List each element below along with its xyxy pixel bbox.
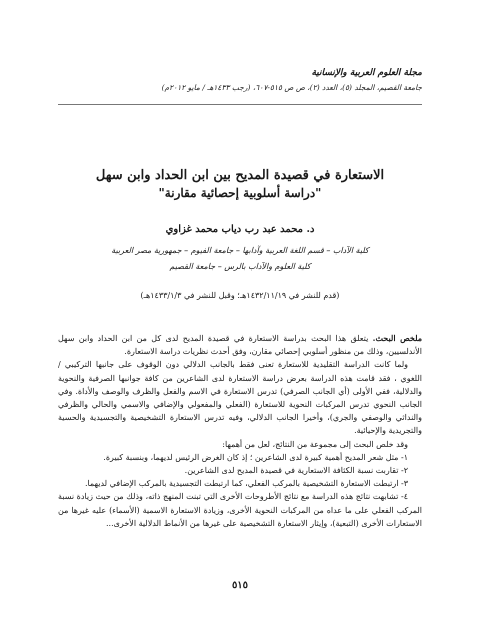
page-number: ٥١٥	[231, 580, 249, 591]
title-block	[58, 168, 422, 200]
abstract	[58, 332, 422, 530]
running-header	[58, 68, 422, 92]
journal-name: مجلة العلوم العربية والإنسانية	[311, 68, 422, 78]
abstract-paragraph-3: وقد خلص البحث إلى مجموعة من النتائج، لعل من أهمها:	[222, 439, 408, 449]
author-name: د. محمد عبد رب دياب محمد غزاوي	[165, 224, 315, 235]
abstract-paragraph-2: ولما كانت الدراسة التقليدية للاستعارة تعنى فقط بالجانب الدلالي دون الوقوف على جانبها التركيبي / اللغوي ، فقد قامت هذه الدراسة بعرض دراسة الاستعارة لدى الشاعرين من كافة جوانبها الصرفية والنحوية والدلالية، ففي الأولى (أي الجانب الصرفي) تدرس الاستعارة في الاسم والفعل والظرف والوصف والأداة. وفي الجانب النحوي تدرس المركبات النحوية للاستعارة (الفعلي والمفعولي والإضافي والاسمي والحالي والظرفي والنداثي والوصفي والجري)، وأخيرا الجانب الدلالي، وفيه تدرس الاستعارة التشخيصية والتجسيدية والحسية والتجريدية والإحيائية.	[58, 360, 423, 436]
finding-1: ١- مثل شعر المديح أهمية كبيرة لدى الشاعرين ؛ إذ كان الغرض الرئيس لديهما، وبنسبة كبيرة.	[103, 452, 408, 462]
journal-citation: جامعة القصيم، المجلد (٥)، العدد (٢)، ص ص ٥١٥-٦٠٧، (رجب ١٤٣٣هـ / مايو ٢٠١٢م)	[161, 83, 422, 92]
affiliation-line-1: كلية الآداب – قسم اللغة العربية وآدابها – جامعة الفيوم – جمهورية مصر العربية	[111, 246, 369, 255]
header-rule	[58, 104, 422, 105]
abstract-label: ملخص البحث.	[372, 333, 423, 343]
affiliation-line-2: كلية العلوم والآداب بالرس – جامعة القصيم	[169, 262, 311, 271]
paper-title: الاستعارة في قصيدة المديح بين ابن الحداد وابن سهل	[95, 168, 385, 183]
finding-3: ٣- ارتبطت الاستعارة التشخيصية بالمركب الفعلي، كما ارتبطت التجسيدية بالمركب الإضافي لديهما.	[84, 479, 408, 489]
abstract-paragraph-1: ملخص البحث. يتعلق هذا البحث بدراسة الاستعارة في قصيدة المديح لدى كل من ابن الحداد وابن سهل الأندلسيين، وذلك من منظور أسلوبي إحصائي مقارن، وفق أحدث نظريات دراسة الاستعارة.	[58, 333, 423, 357]
submission-dates: (قدم للنشر في ١٤٣٢/١١/١٩هـ؛ وقبل للنشر في ١٤٣٣/١/٣هـ)	[140, 291, 340, 300]
paper-subtitle: "دراسة أسلوبية إحصائية مقارنة"	[158, 186, 322, 200]
finding-2: ٢- تقاربت نسبة الكثافة الاستعارية في قصيدة المديح لدى الشاعرين.	[184, 466, 408, 476]
finding-4: ٤- تشابهت نتائج هذه الدراسة مع نتائج الأطروحات الأخرى التي تبنت المنهج ذاته، وذلك من حيث زيادة نسبة المركب الفعلي على ما عداه من المركبات النحوية الأخرى، وزيادة الاستعارة الاسمية (الأسماء) عليه غيرها من الاستعارات الأخرى (التبعية)، وإيثار الاستعارة التشخيصية على غيرها من الأنماط الدلالية الأخرى...	[58, 492, 422, 528]
